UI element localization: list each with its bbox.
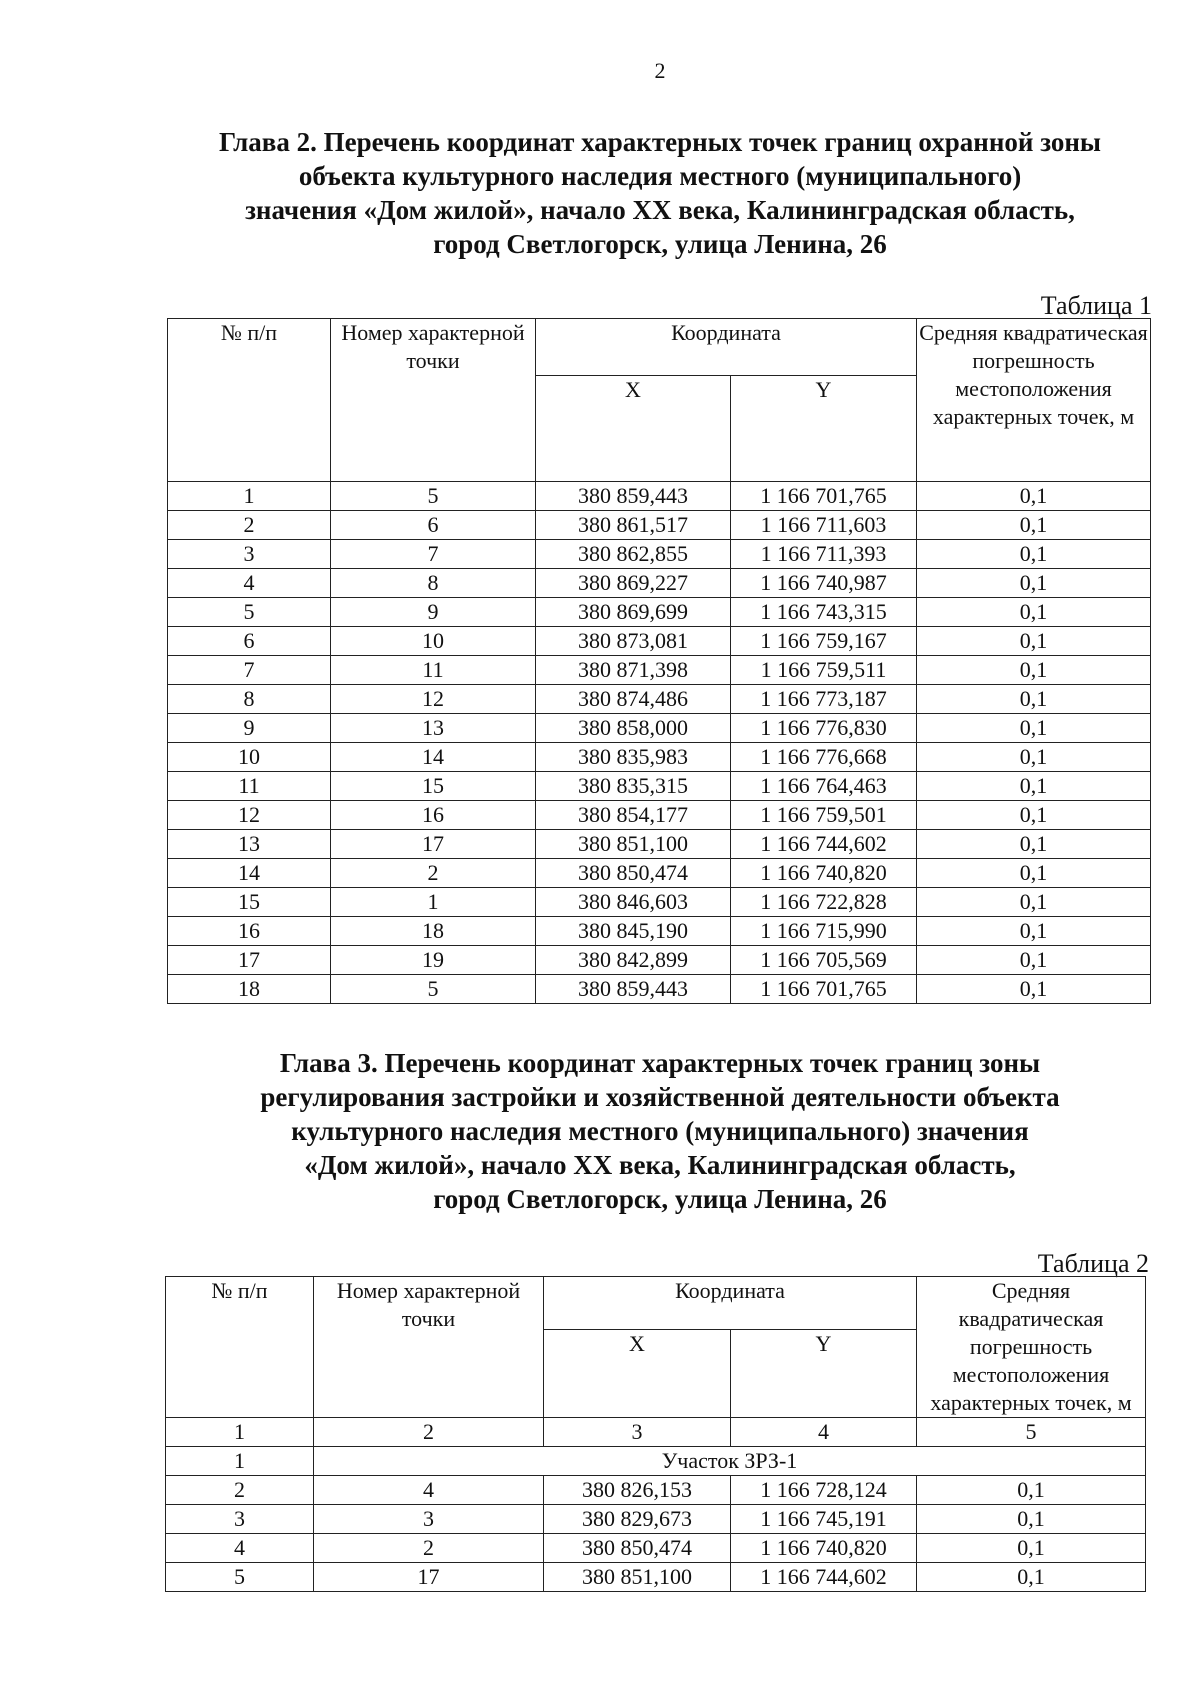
- table-row: [168, 511, 1151, 540]
- error-cell: 0,1: [917, 801, 1151, 830]
- row-num-cell: 5: [166, 1563, 314, 1592]
- x-coordinate-cell: 380 854,177: [536, 801, 731, 830]
- error-cell: 0,1: [917, 946, 1151, 975]
- heading-line: Глава 3. Перечень координат характерных точек границ зоны: [279, 1048, 1041, 1078]
- error-cell: 0,1: [917, 1534, 1146, 1563]
- error-cell: 0,1: [917, 859, 1151, 888]
- row-num-cell: 18: [168, 975, 331, 1004]
- x-coordinate-cell: 380 859,443: [536, 975, 731, 1004]
- y-coordinate-cell: 1 166 773,187: [731, 685, 917, 714]
- point-number-cell: 17: [331, 830, 536, 859]
- error-cell: 0,1: [917, 1476, 1146, 1505]
- table-row: [168, 627, 1151, 656]
- chapter-2-heading: [0, 125, 1200, 261]
- header-x: X: [544, 1330, 731, 1418]
- table-row: [168, 830, 1151, 859]
- point-number-cell: 2: [314, 1534, 544, 1563]
- point-number-cell: 9: [331, 598, 536, 627]
- table-row: [168, 946, 1151, 975]
- row-num-cell: 9: [168, 714, 331, 743]
- y-coordinate-cell: 1 166 711,393: [731, 540, 917, 569]
- y-coordinate-cell: 1 166 744,602: [731, 830, 917, 859]
- header-num: № п/п: [166, 1277, 314, 1418]
- row-num-cell: 17: [168, 946, 331, 975]
- point-number-cell: 4: [314, 1476, 544, 1505]
- coordinates-table-1: [167, 318, 1151, 1004]
- y-coordinate-cell: 1 166 743,315: [731, 598, 917, 627]
- heading-line: город Светлогорск, улица Ленина, 26: [433, 1184, 887, 1214]
- page-number: 2: [654, 58, 666, 83]
- header-coordinate: Координата: [544, 1277, 917, 1330]
- row-num-cell: 7: [168, 656, 331, 685]
- error-cell: 0,1: [917, 714, 1151, 743]
- row-num-cell: 16: [168, 917, 331, 946]
- heading-line: значения «Дом жилой», начало XX века, Калининградская область,: [245, 195, 1075, 225]
- column-number: 1: [166, 1418, 314, 1447]
- y-coordinate-cell: 1 166 701,765: [731, 482, 917, 511]
- table-row: [168, 482, 1151, 511]
- error-cell: 0,1: [917, 1563, 1146, 1592]
- row-num-cell: 10: [168, 743, 331, 772]
- row-num-cell: 8: [168, 685, 331, 714]
- x-coordinate-cell: 380 850,474: [544, 1534, 731, 1563]
- table-row: [166, 1476, 1146, 1505]
- error-cell: 0,1: [917, 743, 1151, 772]
- y-coordinate-cell: 1 166 740,987: [731, 569, 917, 598]
- table-row: [168, 917, 1151, 946]
- y-coordinate-cell: 1 166 759,511: [731, 656, 917, 685]
- point-number-cell: 10: [331, 627, 536, 656]
- column-number: 5: [917, 1418, 1146, 1447]
- header-x: X: [536, 376, 731, 482]
- header-error: Средняя квадратическая погрешность местоположения характерных точек, м: [917, 319, 1151, 482]
- table-row: [166, 1563, 1146, 1592]
- x-coordinate-cell: 380 826,153: [544, 1476, 731, 1505]
- x-coordinate-cell: 380 874,486: [536, 685, 731, 714]
- row-num-cell: 15: [168, 888, 331, 917]
- error-cell: 0,1: [917, 772, 1151, 801]
- point-number-cell: 8: [331, 569, 536, 598]
- point-number-cell: 12: [331, 685, 536, 714]
- x-coordinate-cell: 380 862,855: [536, 540, 731, 569]
- table-row: [168, 859, 1151, 888]
- point-number-cell: 2: [331, 859, 536, 888]
- y-coordinate-cell: 1 166 728,124: [731, 1476, 917, 1505]
- table-row: [168, 714, 1151, 743]
- x-coordinate-cell: 380 873,081: [536, 627, 731, 656]
- x-coordinate-cell: 380 859,443: [536, 482, 731, 511]
- point-number-cell: 13: [331, 714, 536, 743]
- table-row: [168, 772, 1151, 801]
- point-number-cell: 16: [331, 801, 536, 830]
- error-cell: 0,1: [917, 685, 1151, 714]
- y-coordinate-cell: 1 166 745,191: [731, 1505, 917, 1534]
- heading-line: «Дом жилой», начало XX века, Калининградская область,: [304, 1150, 1016, 1180]
- table-row: [168, 540, 1151, 569]
- x-coordinate-cell: 380 850,474: [536, 859, 731, 888]
- point-number-cell: 19: [331, 946, 536, 975]
- y-coordinate-cell: 1 166 776,668: [731, 743, 917, 772]
- heading-line: Глава 2. Перечень координат характерных точек границ охранной зоны: [218, 127, 1102, 157]
- table-2-caption: Таблица 2: [1037, 1249, 1149, 1278]
- column-number-row: [166, 1418, 1146, 1447]
- error-cell: 0,1: [917, 511, 1151, 540]
- y-coordinate-cell: 1 166 744,602: [731, 1563, 917, 1592]
- point-number-cell: 5: [331, 975, 536, 1004]
- section-row-label: Участок ЗРЗ-1: [314, 1447, 1146, 1476]
- x-coordinate-cell: 380 845,190: [536, 917, 731, 946]
- row-num-cell: 3: [168, 540, 331, 569]
- row-num-cell: 12: [168, 801, 331, 830]
- y-coordinate-cell: 1 166 740,820: [731, 859, 917, 888]
- y-coordinate-cell: 1 166 715,990: [731, 917, 917, 946]
- point-number-cell: 11: [331, 656, 536, 685]
- point-number-cell: 3: [314, 1505, 544, 1534]
- x-coordinate-cell: 380 829,673: [544, 1505, 731, 1534]
- y-coordinate-cell: 1 166 759,501: [731, 801, 917, 830]
- error-cell: 0,1: [917, 569, 1151, 598]
- row-num-cell: 11: [168, 772, 331, 801]
- point-number-cell: 7: [331, 540, 536, 569]
- point-number-cell: 18: [331, 917, 536, 946]
- table-row: [168, 801, 1151, 830]
- column-number: 2: [314, 1418, 544, 1447]
- row-num-cell: 14: [168, 859, 331, 888]
- y-coordinate-cell: 1 166 722,828: [731, 888, 917, 917]
- point-number-cell: 14: [331, 743, 536, 772]
- table-row: [168, 656, 1151, 685]
- x-coordinate-cell: 380 851,100: [544, 1563, 731, 1592]
- x-coordinate-cell: 380 869,699: [536, 598, 731, 627]
- x-coordinate-cell: 380 858,000: [536, 714, 731, 743]
- heading-line: культурного наследия местного (муниципального) значения: [291, 1116, 1029, 1146]
- y-coordinate-cell: 1 166 705,569: [731, 946, 917, 975]
- y-coordinate-cell: 1 166 711,603: [731, 511, 917, 540]
- point-number-cell: 5: [331, 482, 536, 511]
- x-coordinate-cell: 380 842,899: [536, 946, 731, 975]
- x-coordinate-cell: 380 869,227: [536, 569, 731, 598]
- error-cell: 0,1: [917, 627, 1151, 656]
- row-num-cell: 4: [168, 569, 331, 598]
- row-num-cell: 2: [166, 1476, 314, 1505]
- table-row: [168, 569, 1151, 598]
- table-1-caption: Таблица 1: [1040, 291, 1152, 320]
- row-num-cell: 5: [168, 598, 331, 627]
- row-num-cell: 2: [168, 511, 331, 540]
- point-number-cell: 6: [331, 511, 536, 540]
- section-row-num: 1: [166, 1447, 314, 1476]
- y-coordinate-cell: 1 166 776,830: [731, 714, 917, 743]
- header-y: Y: [731, 376, 917, 482]
- row-num-cell: 6: [168, 627, 331, 656]
- point-number-cell: 17: [314, 1563, 544, 1592]
- x-coordinate-cell: 380 835,983: [536, 743, 731, 772]
- error-cell: 0,1: [917, 482, 1151, 511]
- x-coordinate-cell: 380 835,315: [536, 772, 731, 801]
- header-point: Номер характерной точки: [314, 1277, 544, 1418]
- error-cell: 0,1: [917, 830, 1151, 859]
- row-num-cell: 13: [168, 830, 331, 859]
- chapter-3-heading: [0, 1046, 1200, 1216]
- table-row: [168, 888, 1151, 917]
- point-number-cell: 15: [331, 772, 536, 801]
- table-row: [166, 1505, 1146, 1534]
- table-row: [168, 685, 1151, 714]
- table-row: [168, 975, 1151, 1004]
- x-coordinate-cell: 380 871,398: [536, 656, 731, 685]
- row-num-cell: 4: [166, 1534, 314, 1563]
- error-cell: 0,1: [917, 540, 1151, 569]
- error-cell: 0,1: [917, 656, 1151, 685]
- heading-line: объекта культурного наследия местного (муниципального): [298, 161, 1022, 191]
- x-coordinate-cell: 380 846,603: [536, 888, 731, 917]
- header-y: Y: [731, 1330, 917, 1418]
- table-row: [166, 1534, 1146, 1563]
- header-point: Номер характерной точки: [331, 319, 536, 482]
- error-cell: 0,1: [917, 598, 1151, 627]
- coordinates-table-2: [165, 1276, 1146, 1592]
- error-cell: 0,1: [917, 1505, 1146, 1534]
- table-row: [168, 743, 1151, 772]
- error-cell: 0,1: [917, 888, 1151, 917]
- x-coordinate-cell: 380 851,100: [536, 830, 731, 859]
- column-number: 4: [731, 1418, 917, 1447]
- y-coordinate-cell: 1 166 701,765: [731, 975, 917, 1004]
- header-num: № п/п: [168, 319, 331, 482]
- heading-line: город Светлогорск, улица Ленина, 26: [433, 229, 887, 259]
- heading-line: регулирования застройки и хозяйственной деятельности объекта: [260, 1082, 1060, 1112]
- row-num-cell: 1: [168, 482, 331, 511]
- error-cell: 0,1: [917, 975, 1151, 1004]
- error-cell: 0,1: [917, 917, 1151, 946]
- row-num-cell: 3: [166, 1505, 314, 1534]
- section-row: [166, 1447, 1146, 1476]
- x-coordinate-cell: 380 861,517: [536, 511, 731, 540]
- y-coordinate-cell: 1 166 740,820: [731, 1534, 917, 1563]
- point-number-cell: 1: [331, 888, 536, 917]
- y-coordinate-cell: 1 166 759,167: [731, 627, 917, 656]
- column-number: 3: [544, 1418, 731, 1447]
- table-row: [168, 598, 1151, 627]
- header-coordinate: Координата: [536, 319, 917, 376]
- header-error: Средняя квадратическая погрешность местоположения характерных точек, м: [917, 1277, 1146, 1418]
- y-coordinate-cell: 1 166 764,463: [731, 772, 917, 801]
